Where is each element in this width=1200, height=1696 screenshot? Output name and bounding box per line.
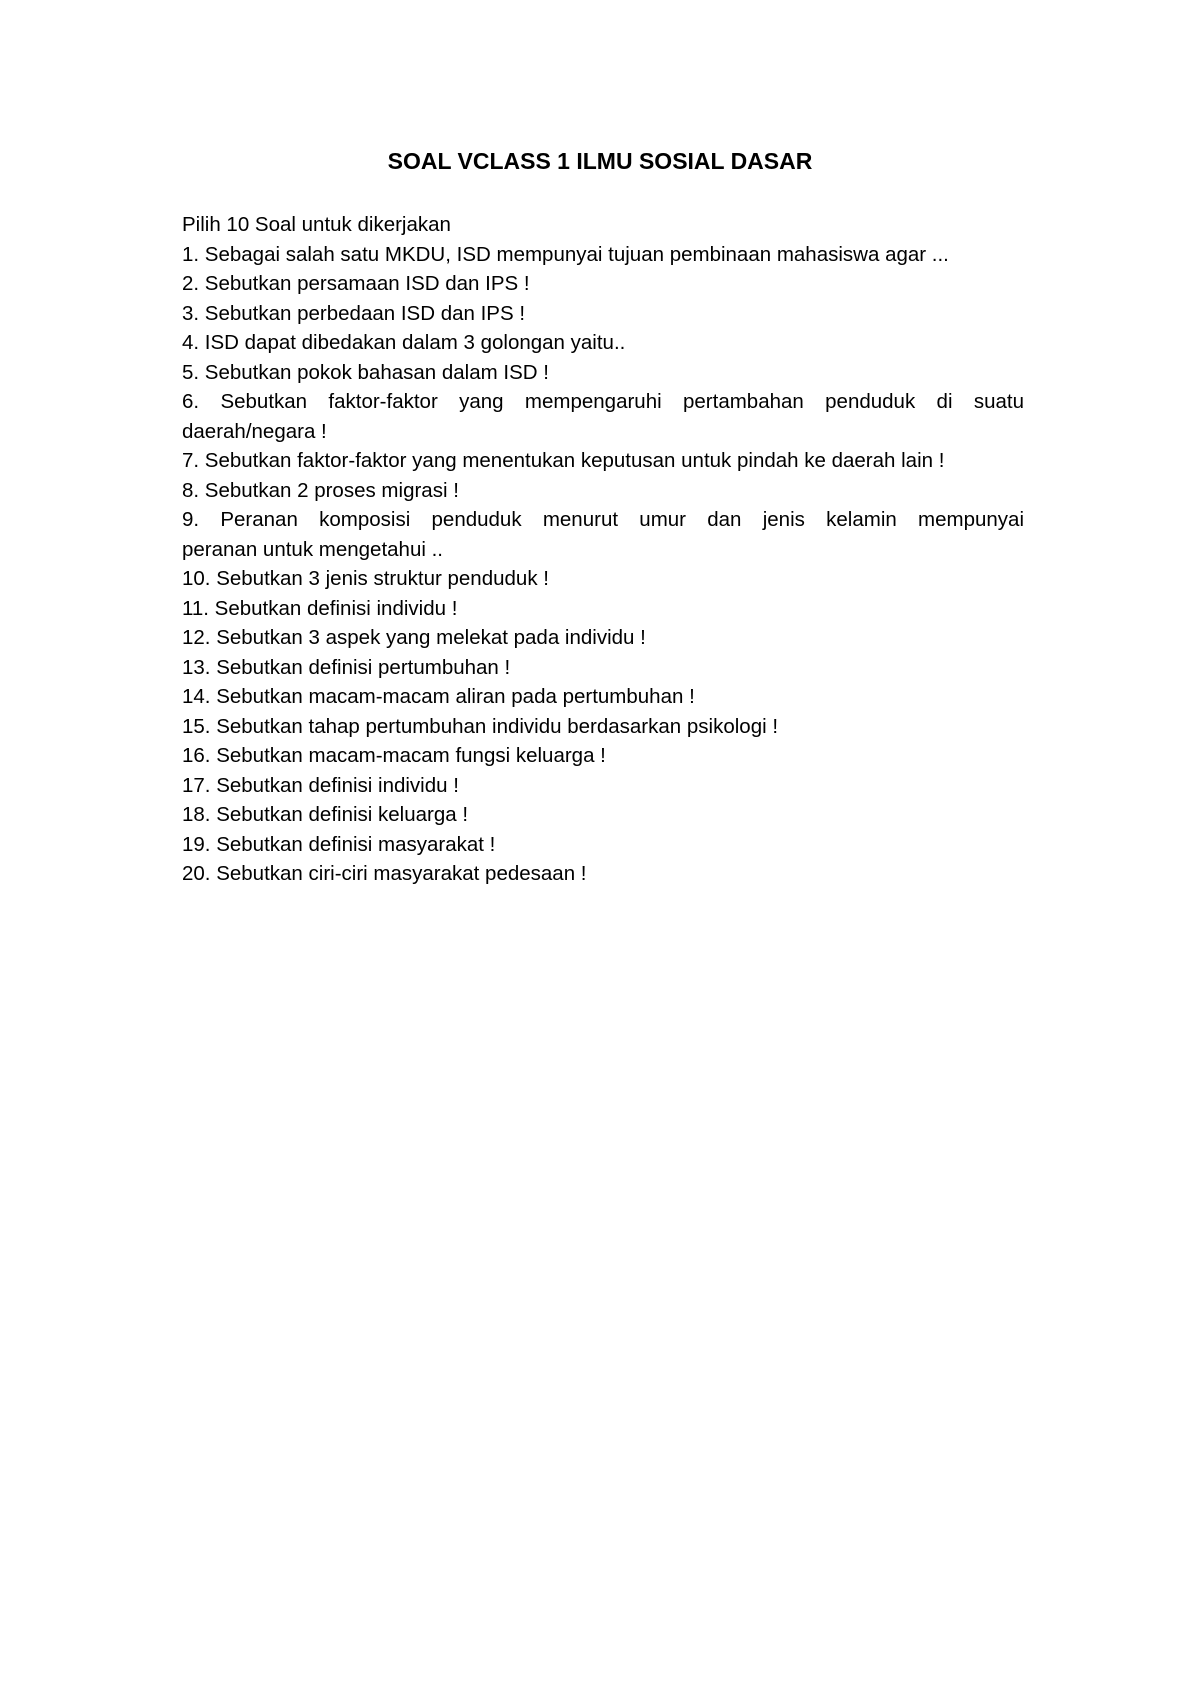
question-line: 12. Sebutkan 3 aspek yang melekat pada individu ! [182, 626, 646, 649]
question-line: 8. Sebutkan 2 proses migrasi ! [182, 478, 459, 502]
question-line: 20. Sebutkan ciri-ciri masyarakat pedesaan ! [182, 862, 587, 885]
question-line: 15. Sebutkan tahap pertumbuhan individu berdasarkan psikologi ! [182, 714, 779, 738]
question-line-continued: peranan untuk mengetahui .. [182, 537, 443, 561]
question-line: 11. Sebutkan definisi individu ! [182, 596, 458, 620]
question-line: 19. Sebutkan definisi masyarakat ! [182, 832, 496, 856]
question-line-continued: daerah/negara ! [182, 419, 327, 443]
question-line: 10. Sebutkan 3 jenis struktur penduduk ! [182, 567, 549, 590]
question-line: 9. Peranan komposisi penduduk menurut umur dan jenis kelamin mempunyai [182, 508, 1024, 531]
question-line: 2. Sebutkan persamaan ISD dan IPS ! [182, 272, 530, 295]
question-line: 17. Sebutkan definisi individu ! [182, 773, 459, 797]
document-title: SOAL VCLASS 1 ILMU SOSIAL DASAR [387, 148, 813, 174]
question-line: 6. Sebutkan faktor-faktor yang mempengaruhi pertambahan penduduk di suatu [182, 390, 1024, 413]
question-line: 14. Sebutkan macam-macam aliran pada pertumbuhan ! [182, 685, 695, 708]
question-line: 5. Sebutkan pokok bahasan dalam ISD ! [182, 360, 549, 384]
question-line: 1. Sebagai salah satu MKDU, ISD mempunyai tujuan pembinaan mahasiswa agar ... [182, 242, 949, 266]
question-line: 16. Sebutkan macam-macam fungsi keluarga ! [182, 744, 606, 767]
question-line: 13. Sebutkan definisi pertumbuhan ! [182, 655, 511, 679]
question-line: 18. Sebutkan definisi keluarga ! [182, 803, 469, 826]
question-line: 3. Sebutkan perbedaan ISD dan IPS ! [182, 301, 526, 325]
question-line: 4. ISD dapat dibedakan dalam 3 golongan yaitu.. [182, 331, 626, 354]
instruction-text: Pilih 10 Soal untuk dikerjakan [182, 213, 451, 236]
question-list [182, 210, 1024, 889]
question-line: 7. Sebutkan faktor-faktor yang menentukan keputusan untuk pindah ke daerah lain ! [182, 449, 945, 472]
